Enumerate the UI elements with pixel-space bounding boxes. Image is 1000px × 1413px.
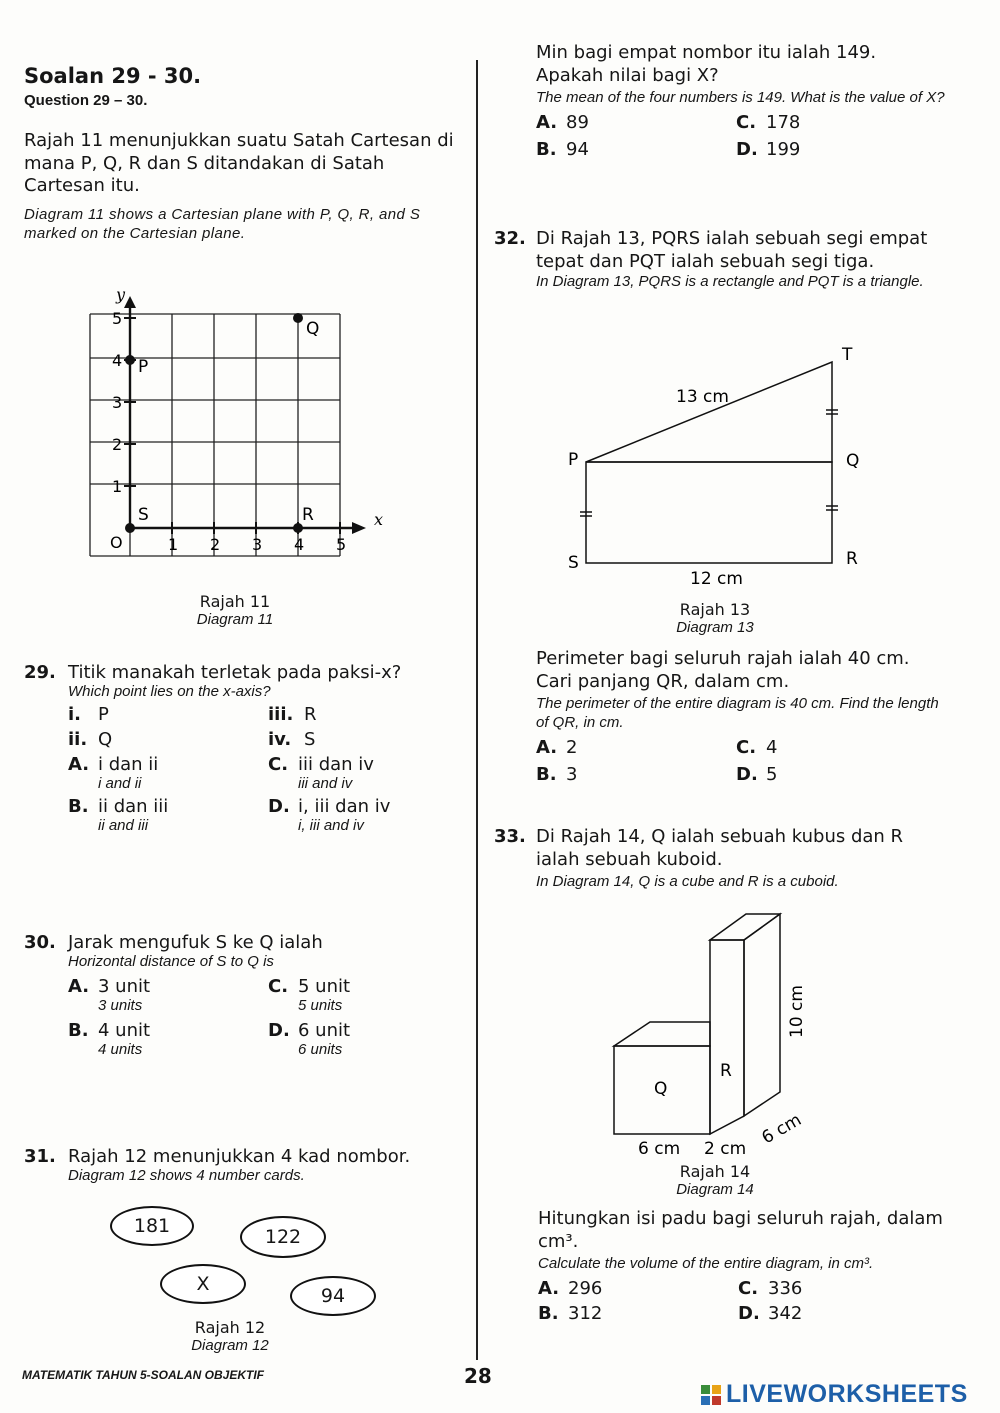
x-tick-label: 5 (336, 535, 347, 554)
section-header-malay: Soalan 29 - 30. (24, 64, 202, 88)
column-divider (476, 60, 478, 1360)
length-label: 2 cm (704, 1139, 747, 1159)
option-c[interactable]: C. 4 (736, 736, 778, 758)
diagram-11-caption (160, 592, 310, 628)
mean-statement-malay: Min bagi empat nombor itu ialah 149. (536, 42, 877, 63)
caption-english: Diagram 13 (676, 619, 754, 636)
caption-malay: Rajah 12 (194, 1318, 266, 1337)
option-a[interactable]: A. i dan ii i and ii (68, 754, 159, 792)
footer-title: MATEMATIK TAHUN 5-SOALAN OBJEKTIF (22, 1368, 264, 1382)
roman-items (68, 704, 464, 750)
option-d[interactable]: D. 5 (736, 763, 778, 785)
question-32-task (536, 648, 946, 785)
brand-name: LIVEWORKSHEETS (726, 1380, 968, 1408)
x-tick-label: O (110, 533, 123, 552)
rectangle-pqrs (586, 462, 832, 563)
liveworksheets-logo[interactable] (700, 1380, 968, 1409)
option-d[interactable]: D. 6 unit 6 units (268, 1020, 351, 1058)
y-tick-label: 2 (112, 435, 123, 454)
task-malay: Hitungkan isi padu bagi seluruh rajah, dalam cm³. (538, 1208, 943, 1252)
question-text-english: Which point lies on the x-axis? (68, 683, 271, 700)
question-text-malay: Rajah 12 menunjukkan 4 kad nombor. (68, 1146, 411, 1167)
intro-malay: Rajah 11 menunjukkan suatu Satah Cartesan di mana P, Q, R dan S ditandakan di Satah Cartesan itu. (24, 130, 454, 196)
question-31 (24, 1146, 464, 1184)
option-b[interactable]: B. 94 (536, 138, 589, 160)
number-card: X (160, 1264, 246, 1304)
y-tick-label: 5 (112, 309, 123, 328)
option-d[interactable]: D. 342 (738, 1302, 803, 1324)
y-tick-label: 1 (112, 477, 123, 496)
item-text: P (98, 704, 109, 725)
question-31-continued (536, 42, 956, 160)
x-tick-label: 4 (294, 535, 305, 554)
item-numeral: iii. (268, 704, 294, 725)
item-text: S (304, 729, 316, 750)
point-p-label: P (138, 357, 149, 377)
y-tick-label: 3 (112, 393, 123, 412)
question-text-english: The mean of the four numbers is 149. What is the value of X? (536, 89, 945, 106)
y-tick-label: 4 (112, 351, 123, 370)
point-q-label: Q (306, 319, 320, 339)
item-text: Q (98, 729, 113, 750)
question-text-malay: Di Rajah 13, PQRS ialah sebuah segi empat tepat dan PQT ialah sebuah segi tiga. (536, 228, 928, 272)
option-c[interactable]: C. 5 unit 5 units (268, 976, 351, 1014)
option-a[interactable]: A. 2 (536, 736, 578, 758)
question-32 (494, 228, 944, 292)
question-text-malay: Apakah nilai bagi X? (536, 64, 719, 86)
number-card: 122 (240, 1216, 326, 1258)
vertex-label: Q (846, 451, 860, 471)
length-label: 10 cm (787, 985, 807, 1038)
answer-options (536, 112, 956, 160)
point-r-label: R (302, 505, 314, 525)
rectangle-triangle-diagram (560, 340, 880, 590)
caption-malay: Rajah 11 (199, 592, 271, 611)
option-d[interactable]: D. 199 (736, 138, 801, 160)
intro-english: Diagram 11 shows a Cartesian plane with P, Q, R, and S marked on the Cartesian plane. (24, 206, 421, 242)
answer-options (536, 737, 946, 785)
answer-options (68, 754, 464, 834)
option-b[interactable]: B. ii dan iii ii and iii (68, 796, 169, 834)
option-c[interactable]: C. 336 (738, 1277, 803, 1299)
question-29 (24, 662, 464, 834)
diagram-12-caption (155, 1318, 305, 1354)
diagram-14-caption (640, 1162, 790, 1198)
question-text-english: Horizontal distance of S to Q is (68, 953, 274, 970)
point-s-marker (125, 523, 135, 533)
caption-malay: Rajah 13 (679, 600, 751, 619)
item-numeral: ii. (68, 729, 88, 750)
x-tick-label: 2 (210, 535, 221, 554)
point-p-marker (125, 355, 135, 365)
cartesian-plane-diagram (80, 280, 390, 570)
solid-label: R (720, 1061, 732, 1081)
x-axis-label: x (374, 510, 384, 529)
answer-options (538, 1278, 948, 1324)
length-label: 12 cm (690, 569, 743, 589)
task-english: The perimeter of the entire diagram is 40 cm. Find the length of QR, in cm. (536, 695, 939, 731)
question-33 (494, 826, 944, 892)
caption-english: Diagram 14 (676, 1181, 754, 1198)
x-tick-label: 1 (168, 535, 179, 554)
point-s-label: S (138, 505, 149, 525)
length-label: 13 cm (676, 387, 729, 407)
length-label: 6 cm (638, 1139, 681, 1159)
cube-cuboid-diagram (600, 896, 840, 1166)
task-english: Calculate the volume of the entire diagram, in cm³. (538, 1255, 874, 1272)
option-b[interactable]: B. 4 unit 4 units (68, 1020, 151, 1058)
option-a[interactable]: A. 296 (538, 1277, 603, 1299)
option-c[interactable]: C. 178 (736, 111, 801, 133)
question-text-english: In Diagram 14, Q is a cube and R is a cuboid. (536, 873, 839, 890)
vertex-label: P (568, 450, 579, 470)
cuboid-r-top (710, 914, 780, 940)
item-numeral: iv. (268, 729, 292, 750)
caption-malay: Rajah 14 (679, 1162, 751, 1181)
caption-english: Diagram 12 (191, 1337, 269, 1354)
cube-q-top (614, 1022, 710, 1046)
question-number: 30. (24, 932, 56, 953)
question-text-english: In Diagram 13, PQRS is a rectangle and PQT is a triangle. (536, 273, 924, 290)
number-card: 94 (290, 1276, 376, 1316)
cuboid-r-side (744, 914, 780, 1116)
option-a[interactable]: A. 89 (536, 111, 589, 133)
option-c[interactable]: C. iii dan iv iii and iv (268, 754, 374, 792)
section-header-english: Question 29 – 30. (24, 92, 148, 109)
question-text-malay: Jarak mengufuk S ke Q ialah (68, 932, 323, 953)
question-number: 32. (494, 228, 526, 249)
y-axis-label: y (116, 285, 126, 304)
question-33-task (538, 1208, 948, 1324)
question-text-malay: Di Rajah 14, Q ialah sebuah kubus dan R ialah sebuah kuboid. (536, 826, 904, 870)
question-number: 29. (24, 662, 56, 683)
caption-english: Diagram 11 (196, 611, 274, 628)
length-label: 6 cm (758, 1109, 805, 1149)
x-tick-label: 3 (252, 535, 263, 554)
option-b[interactable]: B. 312 (538, 1302, 603, 1324)
point-q-marker (293, 313, 303, 323)
answer-options (68, 976, 464, 1058)
number-card: 181 (110, 1206, 194, 1246)
triangle-pqt (586, 362, 832, 462)
logo-grid-icon (700, 1384, 722, 1406)
page-number: 28 (464, 1364, 492, 1388)
diagram-13-caption (640, 600, 790, 636)
cuboid-r-front (710, 940, 744, 1134)
task-malay: Perimeter bagi seluruh rajah ialah 40 cm. Cari panjang QR, dalam cm. (536, 648, 910, 692)
question-text-english: Diagram 12 shows 4 number cards. (68, 1167, 305, 1184)
option-b[interactable]: B. 3 (536, 763, 578, 785)
option-a[interactable]: A. 3 unit 3 units (68, 976, 151, 1014)
question-30 (24, 932, 464, 1058)
vertex-label: R (846, 549, 858, 569)
solid-label: Q (654, 1079, 668, 1099)
option-d[interactable]: D. i, iii dan iv i, iii and iv (268, 796, 391, 834)
question-number: 33. (494, 826, 526, 847)
vertex-label: S (568, 553, 579, 573)
vertex-label: T (842, 345, 853, 365)
item-text: R (304, 704, 317, 725)
item-numeral: i. (68, 704, 82, 725)
question-text-malay: Titik manakah terletak pada paksi-x? (68, 662, 402, 683)
question-number: 31. (24, 1146, 56, 1167)
